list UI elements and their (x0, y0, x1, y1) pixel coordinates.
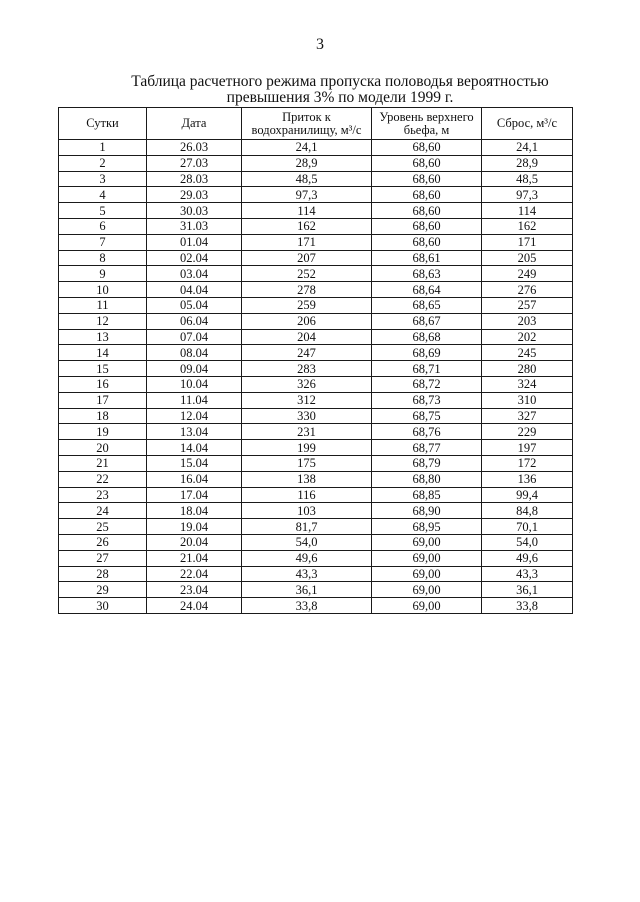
table-title-line-2: превышения 3% по модели 1999 г. (226, 89, 454, 106)
cell-discharge: 245 (482, 345, 573, 361)
cell-discharge: 36,1 (482, 582, 573, 598)
table-row (59, 266, 573, 282)
cell-discharge: 54,0 (482, 534, 573, 550)
table-row (59, 187, 573, 203)
cell-level: 69,00 (372, 582, 482, 598)
cell-date: 27.03 (147, 155, 242, 171)
cell-inflow: 24,1 (242, 140, 372, 156)
cell-discharge: 136 (482, 471, 573, 487)
cell-date: 24.04 (147, 598, 242, 614)
cell-day: 9 (59, 266, 147, 282)
cell-level: 68,60 (372, 234, 482, 250)
table-row (59, 155, 573, 171)
cell-level: 68,69 (372, 345, 482, 361)
header-inflow (242, 108, 372, 140)
cell-day: 20 (59, 440, 147, 456)
cell-level: 68,80 (372, 471, 482, 487)
cell-discharge: 172 (482, 455, 573, 471)
cell-discharge: 33,8 (482, 598, 573, 614)
table-row (59, 297, 573, 313)
cell-day: 7 (59, 234, 147, 250)
cell-day: 10 (59, 282, 147, 298)
cell-date: 17.04 (147, 487, 242, 503)
table-row (59, 313, 573, 329)
cell-date: 04.04 (147, 282, 242, 298)
cell-discharge: 171 (482, 234, 573, 250)
cell-level: 69,00 (372, 534, 482, 550)
header-date: Дата (147, 108, 242, 140)
cell-inflow: 326 (242, 376, 372, 392)
cell-discharge: 70,1 (482, 519, 573, 535)
cell-level: 68,60 (372, 171, 482, 187)
cell-day: 1 (59, 140, 147, 156)
cell-discharge: 324 (482, 376, 573, 392)
cell-inflow: 252 (242, 266, 372, 282)
cell-date: 03.04 (147, 266, 242, 282)
cell-discharge: 84,8 (482, 503, 573, 519)
cell-day: 28 (59, 566, 147, 582)
cell-inflow: 330 (242, 408, 372, 424)
cell-discharge: 197 (482, 440, 573, 456)
cell-level: 68,95 (372, 519, 482, 535)
table-row (59, 408, 573, 424)
cell-day: 22 (59, 471, 147, 487)
cell-discharge: 28,9 (482, 155, 573, 171)
cell-level: 68,73 (372, 392, 482, 408)
table-row (59, 282, 573, 298)
cell-level: 69,00 (372, 566, 482, 582)
cell-day: 11 (59, 297, 147, 313)
cell-discharge: 114 (482, 203, 573, 219)
cell-inflow: 28,9 (242, 155, 372, 171)
cell-date: 15.04 (147, 455, 242, 471)
cell-date: 14.04 (147, 440, 242, 456)
table-row (59, 424, 573, 440)
cell-inflow: 36,1 (242, 582, 372, 598)
cell-inflow: 33,8 (242, 598, 372, 614)
cell-date: 18.04 (147, 503, 242, 519)
cell-date: 11.04 (147, 392, 242, 408)
cell-day: 21 (59, 455, 147, 471)
cell-day: 2 (59, 155, 147, 171)
cell-date: 01.04 (147, 234, 242, 250)
cell-inflow: 207 (242, 250, 372, 266)
cell-inflow: 278 (242, 282, 372, 298)
cell-discharge: 229 (482, 424, 573, 440)
cell-discharge: 249 (482, 266, 573, 282)
cell-level: 68,75 (372, 408, 482, 424)
cell-date: 22.04 (147, 566, 242, 582)
table-row (59, 519, 573, 535)
cell-date: 21.04 (147, 550, 242, 566)
cell-level: 69,00 (372, 550, 482, 566)
cell-level: 68,60 (372, 187, 482, 203)
cell-discharge: 310 (482, 392, 573, 408)
table-row (59, 345, 573, 361)
cell-day: 27 (59, 550, 147, 566)
cell-discharge: 49,6 (482, 550, 573, 566)
cell-date: 28.03 (147, 171, 242, 187)
table-row (59, 566, 573, 582)
cell-discharge: 280 (482, 361, 573, 377)
cell-inflow: 116 (242, 487, 372, 503)
cell-discharge: 327 (482, 408, 573, 424)
cell-day: 15 (59, 361, 147, 377)
cell-date: 23.04 (147, 582, 242, 598)
table-row (59, 598, 573, 614)
table-row (59, 376, 573, 392)
cell-day: 18 (59, 408, 147, 424)
cell-date: 02.04 (147, 250, 242, 266)
table-row (59, 250, 573, 266)
header-inflow-line-2: водохранилищу, м³/с (251, 122, 362, 137)
cell-inflow: 199 (242, 440, 372, 456)
table-row (59, 234, 573, 250)
table-row (59, 140, 573, 156)
cell-inflow: 204 (242, 329, 372, 345)
cell-day: 26 (59, 534, 147, 550)
cell-inflow: 49,6 (242, 550, 372, 566)
cell-date: 20.04 (147, 534, 242, 550)
cell-level: 68,60 (372, 140, 482, 156)
cell-day: 5 (59, 203, 147, 219)
cell-discharge: 205 (482, 250, 573, 266)
cell-inflow: 259 (242, 297, 372, 313)
table-title-line-1: Таблица расчетного режима пропуска половодья вероятностью (131, 73, 549, 90)
header-row (59, 108, 573, 140)
table-row (59, 471, 573, 487)
table-row (59, 361, 573, 377)
header-inflow-line-1: Приток к (282, 109, 331, 124)
table-row (59, 392, 573, 408)
cell-day: 16 (59, 376, 147, 392)
table-row (59, 455, 573, 471)
cell-level: 68,64 (372, 282, 482, 298)
cell-level: 68,60 (372, 155, 482, 171)
cell-day: 12 (59, 313, 147, 329)
cell-date: 13.04 (147, 424, 242, 440)
cell-date: 19.04 (147, 519, 242, 535)
cell-date: 26.03 (147, 140, 242, 156)
cell-day: 17 (59, 392, 147, 408)
table-row (59, 329, 573, 345)
cell-inflow: 138 (242, 471, 372, 487)
cell-level: 68,90 (372, 503, 482, 519)
cell-date: 31.03 (147, 218, 242, 234)
cell-discharge: 97,3 (482, 187, 573, 203)
cell-inflow: 175 (242, 455, 372, 471)
cell-day: 3 (59, 171, 147, 187)
cell-inflow: 283 (242, 361, 372, 377)
table-row (59, 582, 573, 598)
cell-inflow: 103 (242, 503, 372, 519)
header-level-line-1: Уровень верхнего (379, 109, 474, 124)
cell-inflow: 171 (242, 234, 372, 250)
header-discharge: Сброс, м³/с (482, 108, 573, 140)
cell-date: 08.04 (147, 345, 242, 361)
header-day: Сутки (59, 108, 147, 140)
cell-inflow: 81,7 (242, 519, 372, 535)
cell-day: 4 (59, 187, 147, 203)
cell-date: 10.04 (147, 376, 242, 392)
cell-inflow: 43,3 (242, 566, 372, 582)
cell-level: 69,00 (372, 598, 482, 614)
cell-date: 06.04 (147, 313, 242, 329)
cell-date: 09.04 (147, 361, 242, 377)
cell-day: 29 (59, 582, 147, 598)
page-number: 3 (316, 36, 324, 53)
table-row (59, 503, 573, 519)
cell-day: 14 (59, 345, 147, 361)
table-row (59, 440, 573, 456)
cell-level: 68,77 (372, 440, 482, 456)
table-title (60, 74, 620, 106)
table-header (59, 108, 573, 140)
table-row (59, 171, 573, 187)
cell-inflow: 312 (242, 392, 372, 408)
cell-inflow: 114 (242, 203, 372, 219)
cell-date: 30.03 (147, 203, 242, 219)
cell-discharge: 24,1 (482, 140, 573, 156)
cell-level: 68,71 (372, 361, 482, 377)
cell-discharge: 202 (482, 329, 573, 345)
cell-discharge: 162 (482, 218, 573, 234)
table-body (59, 140, 573, 614)
cell-discharge: 276 (482, 282, 573, 298)
cell-day: 6 (59, 218, 147, 234)
cell-level: 68,68 (372, 329, 482, 345)
cell-inflow: 48,5 (242, 171, 372, 187)
cell-day: 23 (59, 487, 147, 503)
cell-inflow: 247 (242, 345, 372, 361)
header-level (372, 108, 482, 140)
cell-level: 68,60 (372, 218, 482, 234)
table-row (59, 218, 573, 234)
cell-level: 68,76 (372, 424, 482, 440)
cell-level: 68,60 (372, 203, 482, 219)
cell-date: 07.04 (147, 329, 242, 345)
flood-regime-table (58, 107, 573, 614)
cell-day: 13 (59, 329, 147, 345)
table-row (59, 534, 573, 550)
cell-day: 30 (59, 598, 147, 614)
cell-discharge: 99,4 (482, 487, 573, 503)
cell-level: 68,72 (372, 376, 482, 392)
cell-discharge: 43,3 (482, 566, 573, 582)
cell-date: 05.04 (147, 297, 242, 313)
cell-level: 68,63 (372, 266, 482, 282)
cell-date: 16.04 (147, 471, 242, 487)
cell-level: 68,79 (372, 455, 482, 471)
cell-inflow: 97,3 (242, 187, 372, 203)
cell-discharge: 203 (482, 313, 573, 329)
cell-date: 12.04 (147, 408, 242, 424)
cell-inflow: 162 (242, 218, 372, 234)
cell-level: 68,65 (372, 297, 482, 313)
table-row (59, 550, 573, 566)
cell-day: 24 (59, 503, 147, 519)
cell-discharge: 48,5 (482, 171, 573, 187)
cell-level: 68,85 (372, 487, 482, 503)
cell-day: 8 (59, 250, 147, 266)
cell-date: 29.03 (147, 187, 242, 203)
cell-inflow: 54,0 (242, 534, 372, 550)
cell-level: 68,67 (372, 313, 482, 329)
cell-inflow: 231 (242, 424, 372, 440)
cell-level: 68,61 (372, 250, 482, 266)
table-row (59, 203, 573, 219)
cell-inflow: 206 (242, 313, 372, 329)
table-row (59, 487, 573, 503)
header-level-line-2: бьефа, м (403, 122, 450, 137)
cell-day: 19 (59, 424, 147, 440)
cell-day: 25 (59, 519, 147, 535)
cell-discharge: 257 (482, 297, 573, 313)
